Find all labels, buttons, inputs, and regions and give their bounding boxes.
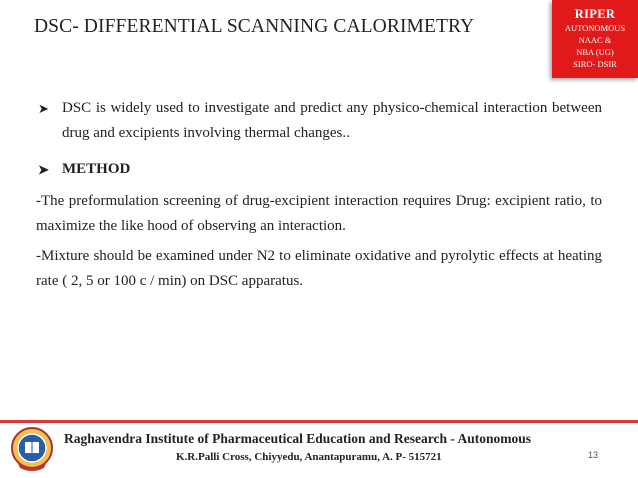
badge-line-1: AUTONOMOUS bbox=[564, 23, 626, 33]
institute-logo-icon bbox=[10, 426, 54, 472]
bullet-paragraph-dsc bbox=[36, 96, 602, 146]
bullet-heading-method bbox=[36, 157, 602, 182]
paragraph-text: DSC is widely used to investigate and predict any physico-chemical interaction between drug and excipients involving thermal changes.. bbox=[62, 100, 602, 141]
page-number: 13 bbox=[588, 450, 599, 460]
slide-title: DSC- DIFFERENTIAL SCANNING CALORIMETRY bbox=[34, 16, 475, 37]
badge-line-4: SIRO- DSIR bbox=[573, 59, 617, 69]
badge-name: RIPER bbox=[574, 7, 616, 21]
arrow-bullet-icon: ➤ bbox=[38, 162, 49, 177]
footer-institute-name: Raghavendra Institute of Pharmaceutical Education and Research - Autonomous bbox=[64, 431, 532, 446]
badge-line-3: NBA (UG) bbox=[576, 47, 614, 57]
paragraph-preformulation: -The preformulation screening of drug-excipient interaction requires Drug: excipient ratio, to maximize the like hood of observing an interaction. bbox=[36, 193, 602, 234]
arrow-bullet-icon: ➤ bbox=[38, 101, 49, 116]
paragraph-mixture: -Mixture should be examined under N2 to eliminate oxidative and pyrolytic effects at heating rate ( 2, 5 or 100 c / min) on DSC apparatus. bbox=[36, 248, 602, 289]
footer-address: K.R.Palli Cross, Chiyyedu, Anantapuramu, A. P- 515721 bbox=[176, 451, 442, 463]
footer-divider bbox=[0, 420, 638, 423]
slide-content bbox=[36, 96, 602, 294]
riper-badge bbox=[552, 0, 638, 78]
heading-text: METHOD bbox=[62, 161, 131, 177]
badge-line-2: NAAC & bbox=[578, 35, 612, 45]
